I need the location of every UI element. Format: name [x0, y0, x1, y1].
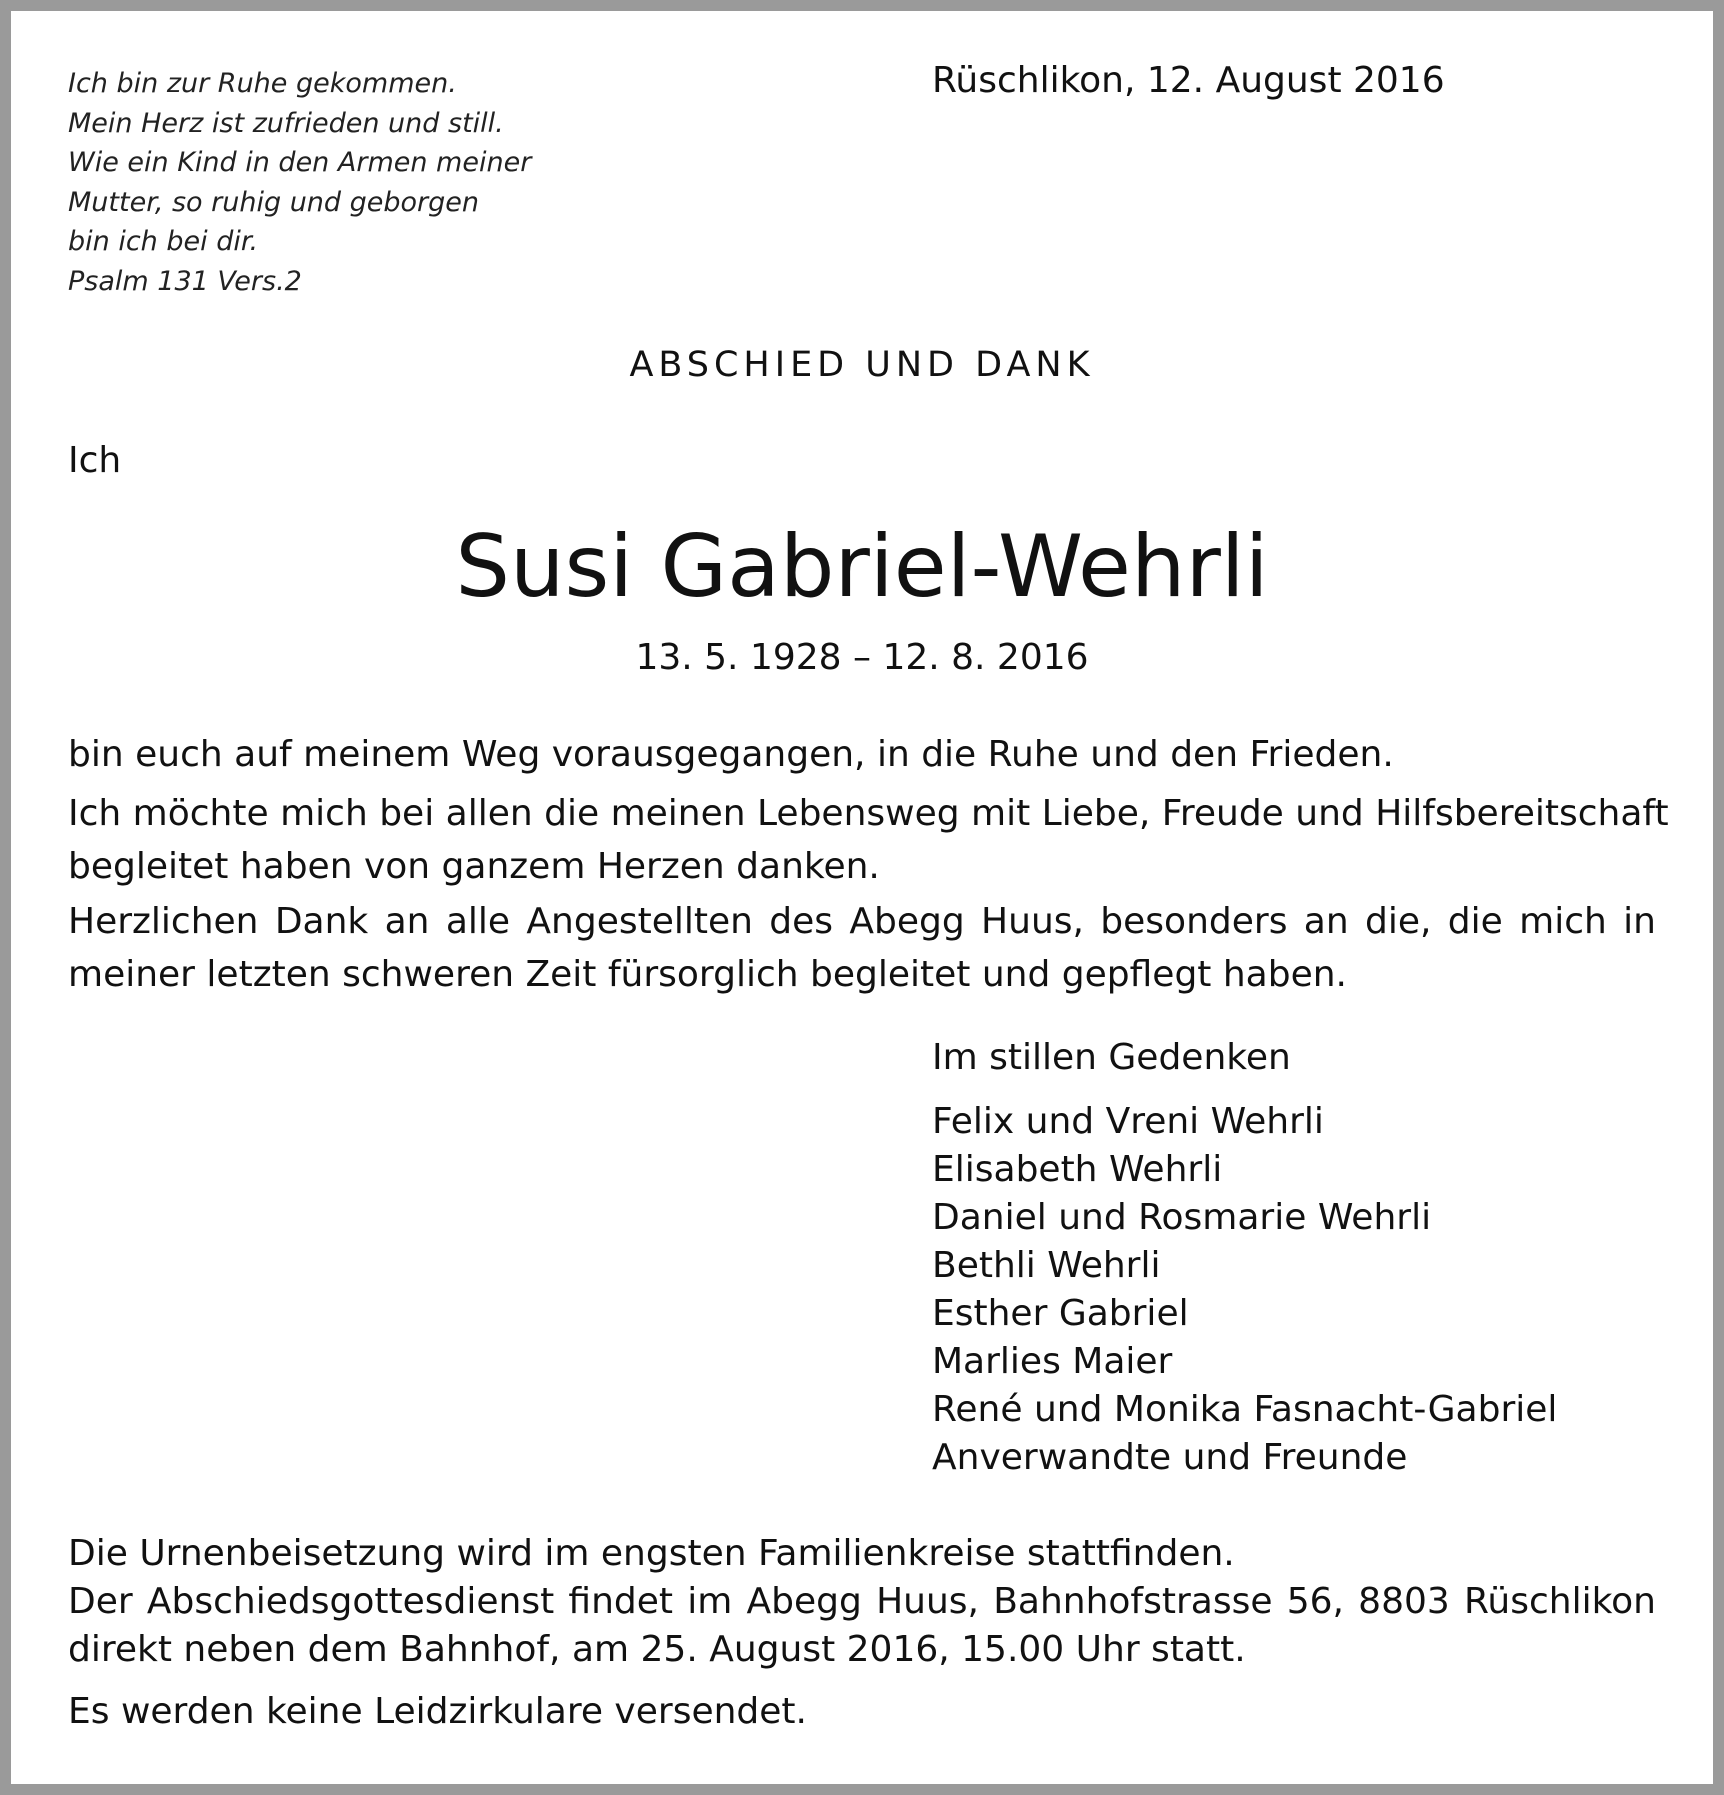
message-line: Ich möchte mich bei allen die meinen Lebensweg mit Liebe, Freude und Hilfsbereitschaft — [68, 793, 1669, 834]
psalm-quote — [68, 64, 531, 301]
psalm-reference: Psalm 131 Vers.2 — [68, 265, 302, 297]
message-paragraph-2 — [68, 787, 1669, 893]
service-notice — [68, 1578, 1656, 1674]
mourner-name: Felix und Vreni Wehrli — [932, 1101, 1324, 1142]
mourner-name: René und Monika Fasnacht-Gabriel — [932, 1389, 1558, 1430]
psalm-line: Mutter, so ruhig und geborgen — [68, 186, 480, 218]
intro-word: Ich — [68, 440, 122, 481]
mourner-name: Daniel und Rosmarie Wehrli — [932, 1197, 1432, 1238]
life-dates: 13. 5. 1928 – 12. 8. 2016 — [635, 637, 1089, 678]
psalm-line: Mein Herz ist zufrieden und still. — [68, 107, 504, 139]
message-paragraph-3 — [68, 895, 1656, 1001]
message-paragraph-1: bin euch auf meinem Weg vorausgegangen, in die Ruhe und den Frieden. — [68, 734, 1394, 775]
service-line: direkt neben dem Bahnhof, am 25. August 2016, 15.00 Uhr statt. — [68, 1629, 1246, 1670]
psalm-line: Ich bin zur Ruhe gekommen. — [68, 68, 457, 99]
heading: ABSCHIED UND DANK — [629, 345, 1095, 385]
mourner-name: Esther Gabriel — [932, 1293, 1189, 1334]
place-date: Rüschlikon, 12. August 2016 — [932, 60, 1445, 101]
deceased-name: Susi Gabriel-Wehrli — [455, 517, 1269, 617]
message-line: meiner letzten schweren Zeit fürsorglich begleitet und gepflegt haben. — [68, 954, 1347, 995]
mourners-list — [932, 1098, 1557, 1482]
mourner-name: Anverwandte und Freunde — [932, 1437, 1408, 1478]
message-line: begleitet haben von ganzem Herzen danken. — [68, 846, 880, 887]
message-line: Herzlichen Dank an alle Angestellten des Abegg Huus, besonders an die, die mich in — [68, 901, 1656, 942]
mourner-name: Marlies Maier — [932, 1341, 1173, 1382]
mourner-name: Elisabeth Wehrli — [932, 1149, 1223, 1190]
mourner-name: Bethli Wehrli — [932, 1245, 1161, 1286]
psalm-line: bin ich bei dir. — [68, 226, 259, 257]
burial-notice: Die Urnenbeisetzung wird im engsten Familienkreise stattfinden. — [68, 1533, 1235, 1574]
circulars-notice: Es werden keine Leidzirkulare versendet. — [68, 1691, 807, 1732]
service-line: Der Abschiedsgottesdienst findet im Abegg Huus, Bahnhofstrasse 56, 8803 Rüschlikon — [68, 1581, 1656, 1622]
psalm-line: Wie ein Kind in den Armen meiner — [68, 147, 532, 178]
memoriam-heading: Im stillen Gedenken — [932, 1037, 1291, 1078]
